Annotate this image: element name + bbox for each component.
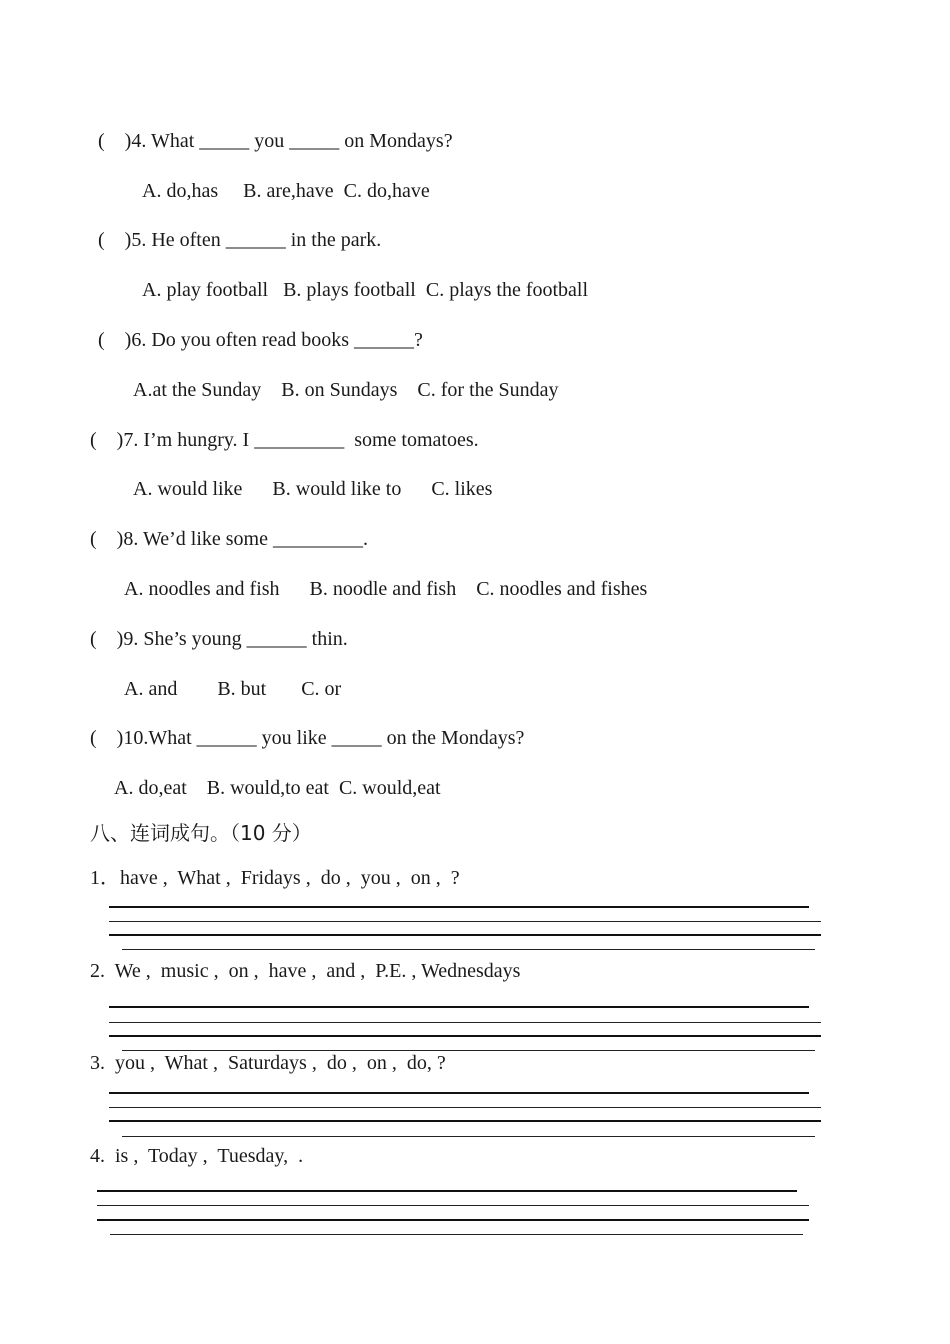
answer-line[interactable] [109, 1107, 821, 1108]
answer-line[interactable] [109, 1120, 821, 1122]
question-5-stem: ( )5. He often ______ in the park. [98, 229, 382, 251]
answer-line[interactable] [97, 1190, 797, 1192]
answer-line[interactable] [97, 1219, 809, 1221]
answer-line[interactable] [122, 1136, 815, 1137]
question-9-stem: ( )9. She’s young ______ thin. [90, 628, 348, 650]
question-6-stem: ( )6. Do you often read books ______? [98, 329, 423, 351]
answer-line[interactable] [97, 1205, 809, 1206]
reorder-item-3: 3. you , What , Saturdays , do , on , do, ? [90, 1052, 446, 1074]
question-5-options: A. play football B. plays football C. plays the football [142, 279, 589, 301]
answer-line[interactable] [110, 1234, 803, 1235]
question-9-options: A. and B. but C. or [124, 678, 342, 700]
answer-line[interactable] [109, 1006, 809, 1008]
question-8-options: A. noodles and fish B. noodle and fish C. noodles and fishes [124, 578, 648, 600]
reorder-item-1: 1．have , What , Fridays , do , you , on , ? [90, 867, 460, 889]
section-8-heading: 八、连词成句。（10 分） [90, 821, 312, 845]
answer-line[interactable] [122, 949, 815, 950]
question-7-stem: ( )7. I’m hungry. I _________ some tomatoes. [90, 429, 479, 451]
answer-line[interactable] [109, 1035, 821, 1037]
answer-line[interactable] [109, 1022, 821, 1023]
answer-line[interactable] [109, 934, 821, 936]
question-6-options: A.at the Sunday B. on Sundays C. for the Sunday [133, 379, 559, 401]
question-10-stem: ( )10.What ______ you like _____ on the Mondays? [90, 727, 525, 749]
answer-line[interactable] [109, 1092, 809, 1094]
question-10-options: A. do,eat B. would,to eat C. would,eat [114, 777, 441, 799]
question-8-stem: ( )8. We’d like some _________. [90, 528, 368, 550]
answer-line[interactable] [109, 921, 821, 922]
reorder-item-2: 2. We , music , on , have , and , P.E. , Wednesdays [90, 960, 521, 982]
question-4-options: A. do,has B. are,have C. do,have [142, 180, 430, 202]
answer-line[interactable] [109, 906, 809, 908]
reorder-item-4: 4. is , Today , Tuesday, . [90, 1145, 304, 1167]
question-4-stem: ( )4. What _____ you _____ on Mondays? [98, 130, 453, 152]
question-7-options: A. would like B. would like to C. likes [133, 478, 493, 500]
